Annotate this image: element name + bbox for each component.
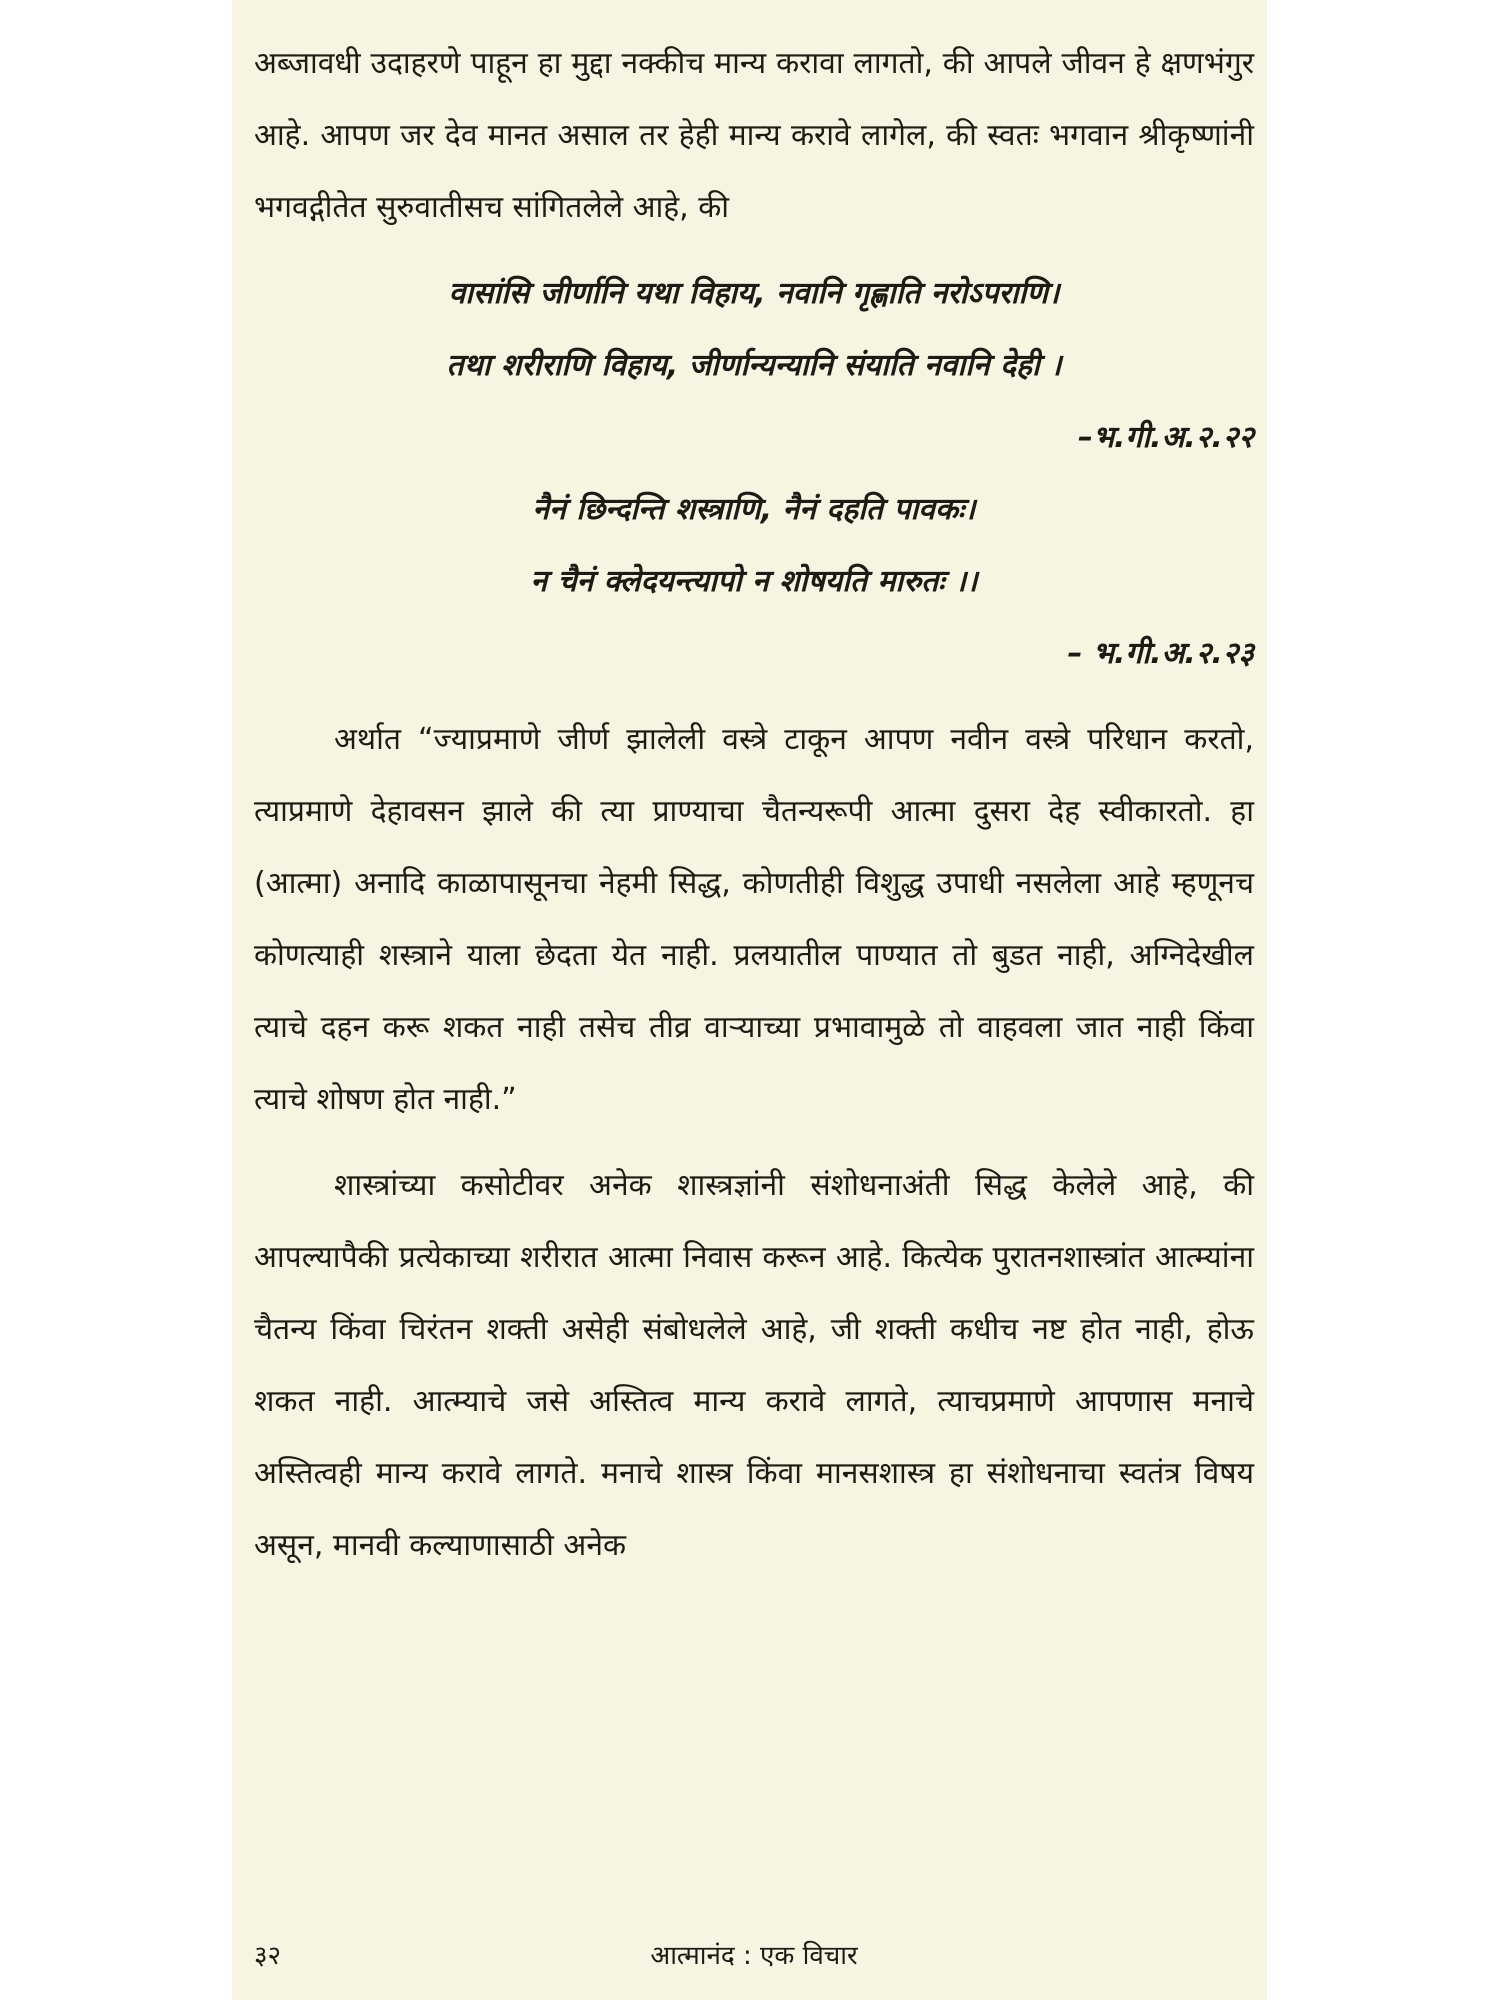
running-title: आत्मानंद : एक विचार (650, 1941, 858, 1971)
verse-2-line-1: नैनं छिन्दन्ति शस्त्राणि, नैनं दहति पावकः। (532, 492, 976, 527)
spacer (254, 1136, 1254, 1150)
page-body (254, 28, 1254, 1582)
verse-1-reference: –भ.गी.अ.२.२२ (1077, 420, 1254, 455)
paragraph-3: शास्त्रांच्या कसोटीवर अनेक शास्त्रज्ञांनी संशोधनाअंती सिद्ध केलेले आहे, की आपल्यापैकी प्रत्येकाच्या शरीरात आत्मा निवास करून आहे. कित्येक पुरातनशास्त्रांत आत्म्यांना चैतन्य किंवा चिरंतन शक्ती असेही संबोधलेले आहे, जी शक्ती कधीच नष्ट होत नाही, होऊ शकत नाही. आत्म्याचे जसे अस्तित्व मान्य करावे लागते, त्याचप्रमाणे आपणास मनाचे अस्तित्वही मान्य करावे लागते. मनाचे शास्त्र किंवा मानसशास्त्र हा संशोधनाचा स्वतंत्र विषय असून, मानवी कल्याणासाठी अनेक (254, 1168, 1254, 1563)
paragraph-1: अब्जावधी उदाहरणे पाहून हा मुद्दा नक्कीच मान्य करावा लागतो, की आपले जीवन हे क्षणभंगुर आहे. आपण जर देव मानत असाल तर हेही मान्य करावे लागेल, की स्वतः भगवान श्रीकृष्णांनी भगवद्गीतेत सुरुवातीसच सांगितलेले आहे, की (254, 46, 1254, 225)
verse-1-line-2: तथा शरीराणि विहाय, जीर्णान्यन्यानि संयाति नवानि देही । (446, 348, 1062, 383)
spacer (254, 690, 1254, 704)
book-page (232, 0, 1267, 2000)
paragraph-2: अर्थात “ज्याप्रमाणे जीर्ण झालेली वस्त्रे टाकून आपण नवीन वस्त्रे परिधान करतो, त्याप्रमाणे देहावसन झाले की त्या प्राण्याचा चैतन्यरूपी आत्मा दुसरा देह स्वीकारतो. हा (आत्मा) अनादि काळापासूनचा नेहमी सिद्ध, कोणतीही विशुद्ध उपाधी नसलेला आहे म्हणूनच कोणत्याही शस्त्राने याला छेदता येत नाही. प्रलयातील पाण्यात तो बुडत नाही, अग्निदेखील त्याचे दहन करू शकत नाही तसेच तीव्र वाऱ्याच्या प्रभावामुळे तो वाहवला जात नाही किंवा त्याचे शोषण होत नाही.” (254, 722, 1254, 1117)
page-number: ३२ (254, 1941, 282, 1971)
verse-1-line-1: वासांसि जीर्णानि यथा विहाय, नवानि गृह्णाति नरोऽपराणि। (448, 276, 1060, 311)
spacer (254, 244, 1254, 258)
page-footer (254, 1932, 1254, 1980)
verse-2-reference: – भ.गी.अ.२.२३ (1067, 636, 1254, 671)
verse-2-line-2: न चैनं क्लेदयन्त्यापो न शोषयति मारुतः ।। (530, 564, 978, 599)
